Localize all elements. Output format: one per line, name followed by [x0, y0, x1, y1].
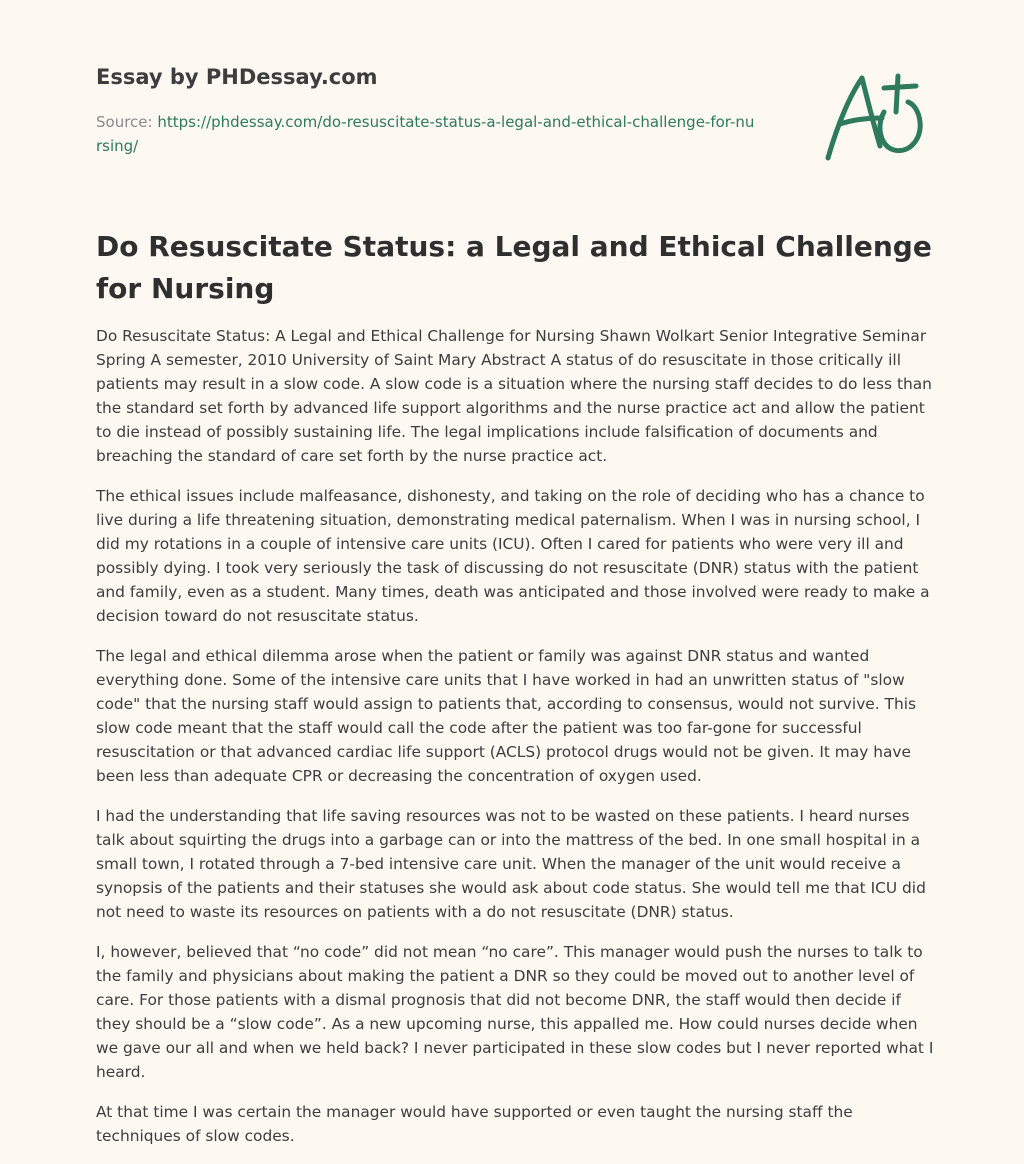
essay-paragraph: I had the understanding that life saving resources was not to be wasted on these patients. I heard nurses talk about squirting the drugs into a garbage can or into the mattress of the bed. In one small hospital in a small town, I rotated through a 7-bed intensive care unit. When the manager of the unit would receive a synopsis of the patients and their statuses she would ask about code status. She would tell me that ICU did not need to waste its resources on patients with a do not resuscitate (DNR) status.: [96, 807, 926, 921]
source-label: Source:: [96, 113, 153, 131]
essay-paragraph: At that time I was certain the manager would have supported or even taught the nursing staff the techniques of slow codes.: [96, 1103, 853, 1145]
essay-paragraph: Do Resuscitate Status: A Legal and Ethical Challenge for Nursing Shawn Wolkart Senior Integrative Seminar Spring A semester, 2010 University of Saint Mary Abstract A status of do resuscitate in those critically ill patients may result in a slow code. A slow code is a situation where the nursing staff decides to do less than the standard set forth by advanced life support algorithms and the nurse practice act and allow the patient to die instead of possibly sustaining life. The legal implications include falsification of documents and breaching the standard of care set forth by the nurse practice act.: [96, 327, 932, 465]
essay-body: [96, 324, 934, 1164]
essay-paragraph: The legal and ethical dilemma arose when the patient or family was against DNR status and wanted everything done. Some of the intensive care units that I have worked in had an unwritten status of "slow code" that the nursing staff would assign to patients that, according to consensus, would not survive. This slow code meant that the staff would call the code after the patient was too far-gone for successful resuscitation or that advanced cardiac life support (ACLS) protocol drugs would not be given. It may have been less than adequate CPR or decreasing the concentration of oxygen used.: [96, 647, 917, 785]
page-header: [96, 62, 796, 158]
essay-paragraph: The ethical issues include malfeasance, dishonesty, and taking on the role of deciding who has a chance to live during a life threatening situation, demonstrating medical paternalism. When I was in nursing school, I did my rotations in a couple of intensive care units (ICU). Often I cared for patients who were very ill and possibly dying. I took very seriously the task of discussing do not resuscitate (DNR) status with the patient and family, even as a student. Many times, death was anticipated and those involved were ready to make a decision toward do not resuscitate status.: [96, 487, 930, 625]
essay-title: Do Resuscitate Status: a Legal and Ethical Challenge for Nursing: [96, 230, 932, 305]
a-plus-grade-icon: [818, 68, 928, 166]
essay-paragraph: I, however, believed that “no code” did not mean “no care”. This manager would push the nurses to talk to the family and physicians about making the patient a DNR so they could be moved out to another level of care. For those patients with a dismal prognosis that did not become DNR, the staff would then decide if they should be a “slow code”. As a new upcoming nurse, this appalled me. How could nurses decide when we gave our all and when we held back? I never participated in these slow codes but I never reported what I heard.: [96, 943, 934, 1081]
source-line: [96, 110, 756, 158]
source-link[interactable]: https://phdessay.com/do-resuscitate-status-a-legal-and-ethical-challenge-for-nursing/: [96, 113, 755, 155]
site-brand: Essay by PHDessay.com: [96, 65, 378, 89]
